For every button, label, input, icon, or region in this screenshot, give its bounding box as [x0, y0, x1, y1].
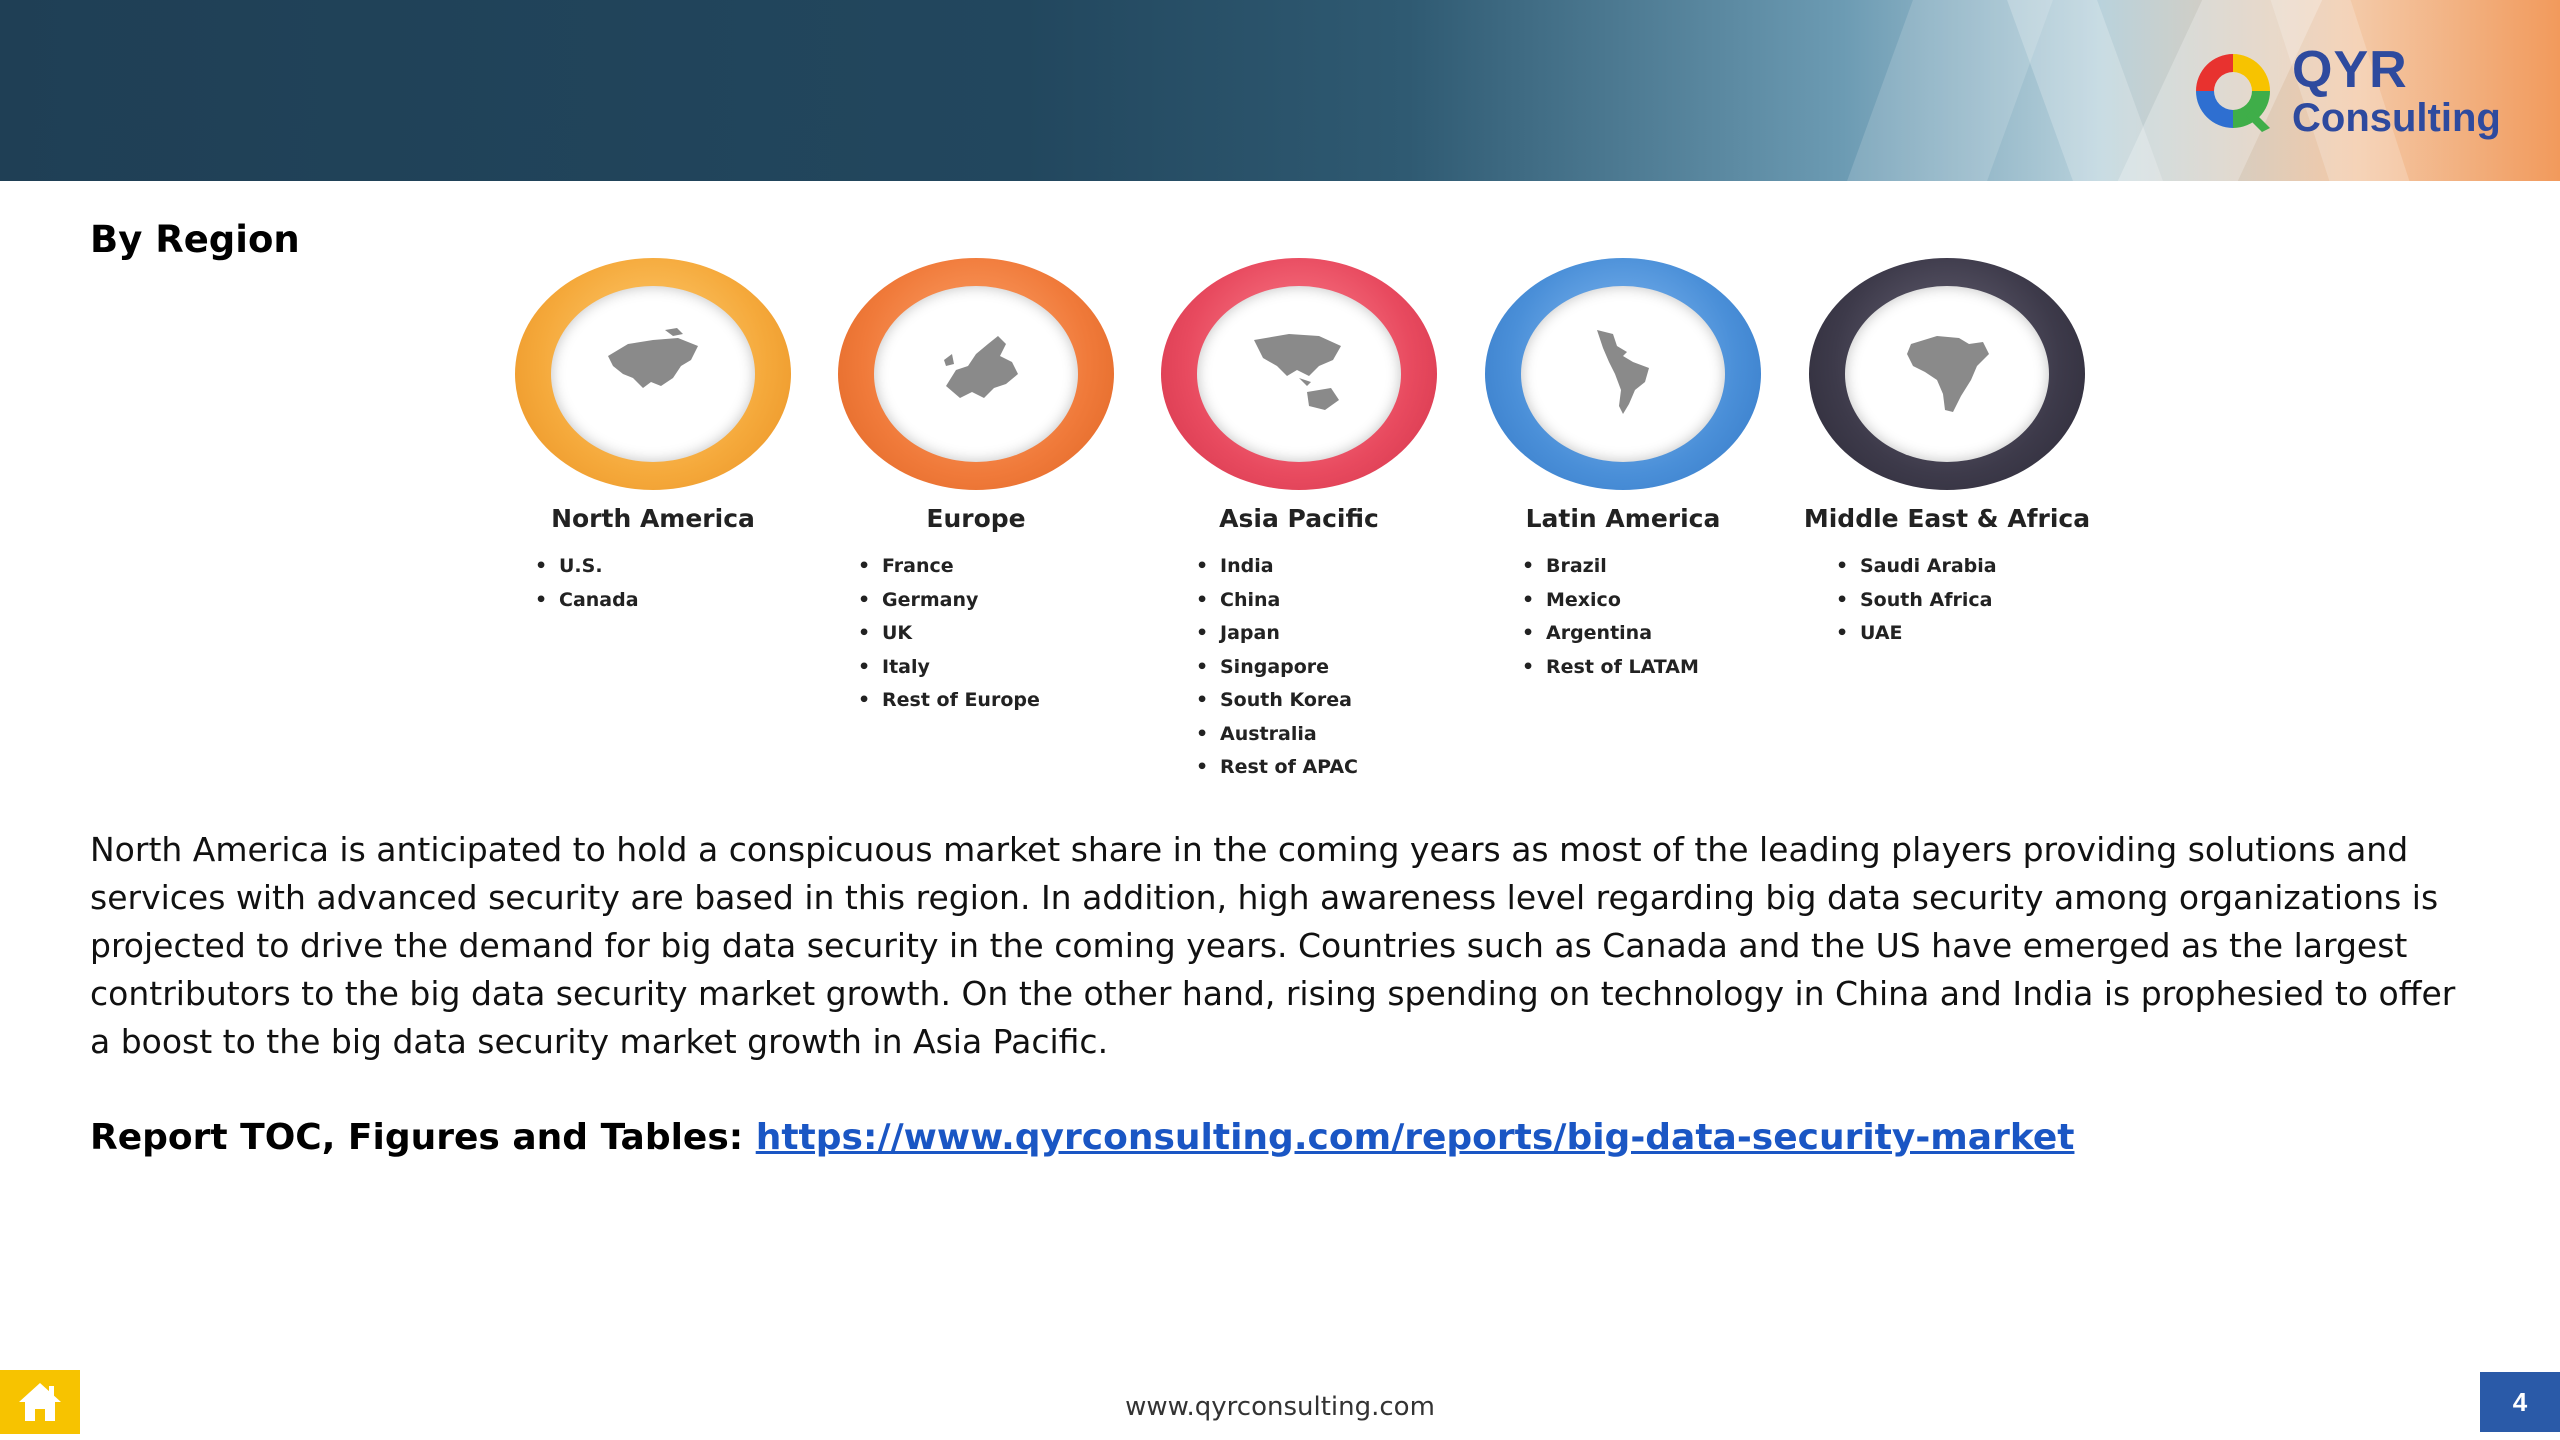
country-list	[1522, 550, 1699, 684]
logo-line-2: Consulting	[2292, 96, 2501, 140]
country-item: • Brazil	[1522, 550, 1699, 584]
country-item: • Singapore	[1196, 651, 1358, 685]
region-ring	[515, 258, 791, 490]
country-item: • Australia	[1196, 718, 1358, 752]
region-ring	[1485, 258, 1761, 490]
country-item: • U.S.	[535, 550, 639, 584]
body-paragraph: North America is anticipated to hold a conspicuous market share in the coming years as most of the leading players providing solutions and services with advanced security are based in this region. In addition, high awareness level regarding big data security among organizations is projected to drive the demand for big data security in the coming years. Countries such as Canada and the US have emerged as the largest contributors to the big data security market growth. On the other hand, rising spending on technology in China and India is prophesied to offer a boost to the big data security market growth in Asia Pacific.	[90, 830, 2456, 1061]
country-item: • Mexico	[1522, 584, 1699, 618]
report-toc	[90, 1117, 2074, 1158]
country-item: • Italy	[858, 651, 1040, 685]
country-item: • South Africa	[1836, 584, 1997, 618]
region-ring	[1809, 258, 2085, 490]
region-name: Middle East & Africa	[1803, 504, 2091, 533]
country-list	[535, 550, 639, 617]
report-link[interactable]: https://www.qyrconsulting.com/reports/big-data-security-market	[755, 1117, 2075, 1158]
header-banner	[0, 0, 2560, 181]
logo-line-1: QYR	[2292, 41, 2408, 99]
region-ring-center	[1521, 286, 1725, 462]
country-item: • India	[1196, 550, 1358, 584]
qyr-logo-mark-icon	[2190, 48, 2276, 134]
qyr-logo-text	[2292, 41, 2501, 140]
country-item: • Saudi Arabia	[1836, 550, 1997, 584]
region-ring-center	[1197, 286, 1401, 462]
region-ring-center	[1845, 286, 2049, 462]
region-ring	[1161, 258, 1437, 490]
footer-url: www.qyrconsulting.com	[1125, 1392, 1435, 1422]
region-name: Europe	[926, 504, 1026, 533]
country-item: • Rest of Europe	[858, 684, 1040, 718]
country-list	[1196, 550, 1358, 785]
region-list	[500, 250, 2120, 790]
asia-pacific-map-icon	[1249, 326, 1349, 416]
latin-america-map-icon	[1573, 326, 1673, 416]
region-name: Latin America	[1525, 504, 1721, 533]
country-item: • Canada	[535, 584, 639, 618]
page-number-badge: 4	[2480, 1372, 2560, 1432]
africa-map-icon	[1897, 326, 1997, 416]
country-list	[858, 550, 1040, 718]
country-item: • UAE	[1836, 617, 1997, 651]
country-item: • France	[858, 550, 1040, 584]
country-item: • Rest of LATAM	[1522, 651, 1699, 685]
country-item: • South Korea	[1196, 684, 1358, 718]
region-ring-center	[874, 286, 1078, 462]
country-item: • Rest of APAC	[1196, 751, 1358, 785]
north-america-map-icon	[603, 326, 703, 416]
europe-map-icon	[926, 326, 1026, 416]
region-ring	[838, 258, 1114, 490]
country-item: • China	[1196, 584, 1358, 618]
region-name: North America	[551, 504, 755, 533]
region-ring-center	[551, 286, 755, 462]
qyr-logo	[2190, 41, 2501, 146]
country-item: • Germany	[858, 584, 1040, 618]
region-name: Asia Pacific	[1219, 504, 1379, 533]
country-item: • Argentina	[1522, 617, 1699, 651]
country-list	[1836, 550, 1997, 651]
toc-label: Report TOC, Figures and Tables:	[90, 1117, 756, 1158]
country-item: • UK	[858, 617, 1040, 651]
section-title: By Region	[90, 218, 300, 261]
country-item: • Japan	[1196, 617, 1358, 651]
